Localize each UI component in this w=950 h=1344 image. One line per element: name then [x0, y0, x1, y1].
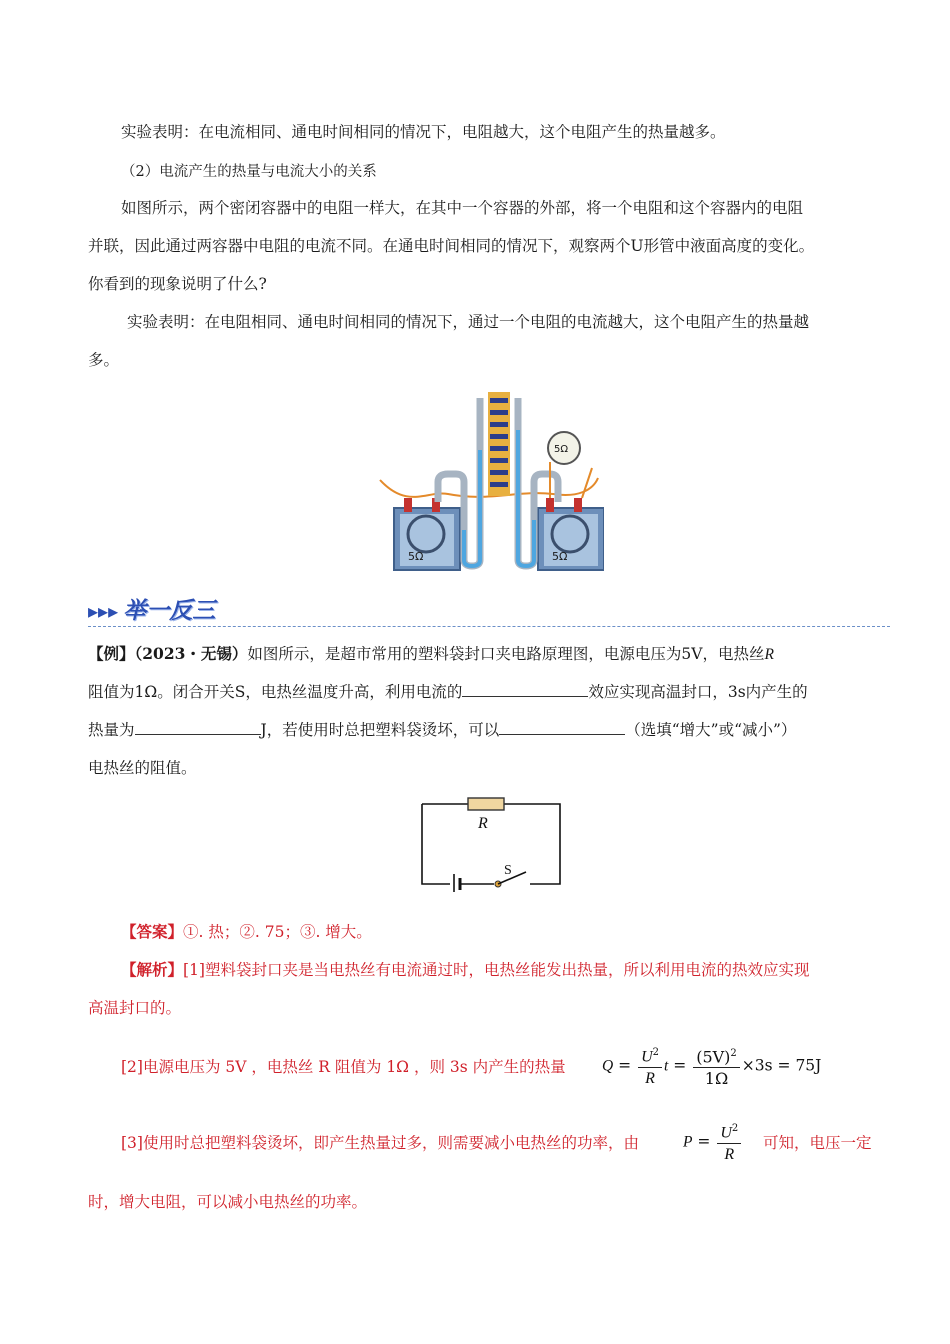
eq-symbol: Q [602, 1057, 614, 1075]
analysis-line-5: 时，增大电阻，可以减小电热丝的功率。 [88, 1193, 368, 1211]
example-text: 阻值为1Ω。闭合开关S，电热丝温度升高，利用电流的 [88, 683, 463, 701]
eq-symbol: (5V) [696, 1046, 731, 1066]
section-divider [88, 626, 890, 627]
external-resistor-label: 5Ω [554, 444, 569, 455]
analysis-line-4 [121, 1133, 639, 1153]
example-text: 热量为 [88, 721, 135, 739]
eq-symbol: = [697, 1132, 711, 1151]
analysis-tag: 【解析】 [121, 960, 184, 979]
eq-symbol: R [724, 1146, 735, 1164]
eq-symbol: 1Ω [704, 1068, 729, 1088]
experiment-apparatus-figure [378, 390, 604, 572]
example-text: （选填“增大”或“减小”） [625, 721, 797, 739]
section-heading-2: （2）电流产生的热量与电流大小的关系 [121, 164, 377, 180]
analysis-line-1 [121, 960, 809, 980]
banner-arrows: ▸▸▸ [88, 599, 119, 623]
fraction [693, 1044, 740, 1090]
eq-symbol: P [683, 1133, 693, 1151]
answer-text: ①. 热；②. 75；③. 增大。 [183, 923, 372, 941]
example-line-4: 电热丝的阻值。 [88, 759, 197, 777]
paragraph-line: 你看到的现象说明了什么? [88, 275, 267, 293]
example-text: 效应实现高温封口，3s内产生的 [588, 683, 808, 701]
example-line-2 [88, 682, 808, 702]
answer-line [121, 922, 372, 942]
paragraph-line: 并联，因此通过两容器中电阻的电流不同。在通电时间相同的情况下，观察两个U形管中液面高度的变化。 [88, 237, 815, 255]
fraction [717, 1119, 741, 1166]
analysis-line-2: 高温封口的。 [88, 999, 182, 1017]
experiment-conclusion-2-cont: 多。 [88, 351, 120, 369]
eq-symbol: U [641, 1048, 653, 1066]
circuit-diagram [418, 796, 566, 892]
eq-symbol: 2 [730, 1047, 737, 1059]
example-line-3 [88, 720, 796, 740]
example-line-1 [88, 644, 774, 665]
var-R: R [764, 646, 774, 663]
experiment-conclusion-2: 实验表明：在电阻相同、通电时间相同的情况下，通过一个电阻的电流越大，这个电阻产生的热量越 [127, 313, 810, 331]
answer-blank-3[interactable] [499, 720, 625, 735]
example-tag: 【例】 [88, 644, 135, 663]
experiment-conclusion-1: 实验表明：在电流相同、通电时间相同的情况下，电阻越大，这个电阻产生的热量越多。 [121, 123, 726, 141]
answer-blank-2[interactable] [135, 720, 261, 735]
left-resistor-label: 5Ω [408, 550, 424, 563]
banner-title: 举一反三 [123, 598, 216, 624]
switch-symbol [498, 872, 526, 884]
right-resistor-label: 5Ω [552, 550, 568, 563]
switch-label: S [504, 863, 512, 878]
example-source: （2023・无锡） [134, 644, 248, 663]
example-text: J，若使用时总把塑料袋烫坏，可以 [260, 721, 500, 739]
analysis-line-4b: 可知，电压一定 [763, 1134, 872, 1152]
analysis-line-3: [2]电源电压为 5V ，电热丝 R 阻值为 1Ω ，则 3s 内产生的热量 [121, 1058, 566, 1076]
answer-tag: 【答案】 [121, 922, 184, 941]
analysis-text: [1]塑料袋封口夹是当电热丝有电流通过时，电热丝能发出热量，所以利用电流的热效应实现 [183, 961, 810, 979]
resistor-symbol [468, 798, 504, 810]
eq-symbol: 2 [652, 1047, 660, 1058]
power-equation [683, 1119, 743, 1166]
eq-symbol: 2 [731, 1123, 739, 1134]
eq-symbol: R [645, 1070, 655, 1088]
eq-symbol: = [673, 1056, 687, 1075]
resistor-label: R [478, 815, 488, 832]
paragraph-line: 如图所示，两个密闭容器中的电阻一样大，在其中一个容器的外部，将一个电阻和这个容器内的电阻 [121, 199, 804, 217]
eq-symbol: ×3s = 75J [741, 1056, 822, 1075]
eq-symbol: U [720, 1124, 732, 1142]
heat-equation [602, 1043, 821, 1090]
fraction [638, 1043, 662, 1090]
eq-symbol: = [618, 1056, 632, 1075]
answer-blank-1[interactable] [462, 682, 588, 697]
eq-symbol: t [664, 1057, 669, 1075]
analysis-text: [3]使用时总把塑料袋烫坏，即产生热量过多，则需要减小电热丝的功率，由 [121, 1134, 639, 1152]
practice-banner [88, 592, 215, 625]
example-text: 如图所示，是超市常用的塑料袋封口夹电路原理图，电源电压为5V，电热丝 [247, 645, 765, 663]
